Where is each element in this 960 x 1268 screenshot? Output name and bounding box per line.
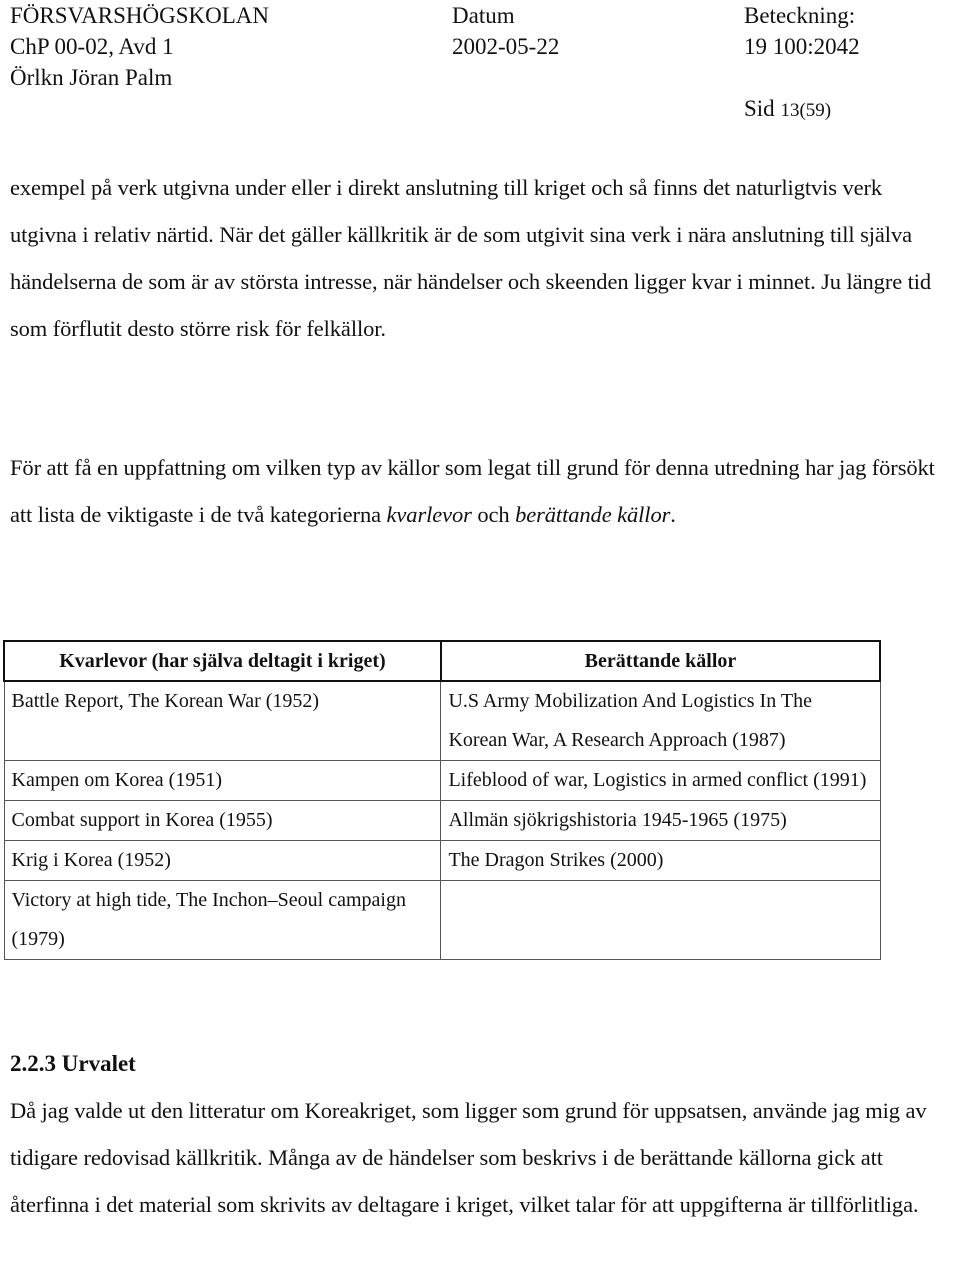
table-cell: Combat support in Korea (1955) [4, 801, 441, 841]
header-author: Örlkn Jöran Palm [10, 65, 173, 90]
table-cell: Victory at high tide, The Inchon–Seoul campaign (1979) [4, 881, 441, 960]
table-cell: Allmän sjökrigshistoria 1945-1965 (1975) [441, 801, 880, 841]
section-heading: 2.2.3 Urvalet [10, 1051, 136, 1076]
page-label: Sid [744, 96, 775, 121]
header-org: FÖRSVARSHÖGSKOLAN [10, 3, 270, 28]
sources-table [3, 640, 881, 960]
para2-text-start: För att få en uppfattning om vilken typ av källor som legat till grund för denna utredning har jag försökt att lista de viktigaste i de två kategorierna [10, 455, 935, 527]
para2-text-mid: och [471, 502, 516, 527]
term-berattande-kallor: berättande källor [515, 502, 671, 527]
table-cell [441, 881, 880, 960]
header-page [744, 95, 831, 125]
table-row [4, 801, 880, 841]
table-cell: Krig i Korea (1952) [4, 841, 441, 881]
table-cell: Kampen om Korea (1951) [4, 761, 441, 801]
header-course: ChP 00-02, Avd 1 [10, 34, 174, 59]
table-row [4, 761, 880, 801]
header-ref-label: Beteckning: [744, 3, 856, 28]
para2-text-end: . [670, 502, 676, 527]
header-ref-value: 19 100:2042 [744, 34, 860, 59]
table-cell: Lifeblood of war, Logistics in armed conflict (1991) [441, 761, 880, 801]
table-cell: The Dragon Strikes (2000) [441, 841, 880, 881]
header-date-label: Datum [452, 3, 515, 28]
header-berattande: Berättande källor [441, 641, 880, 681]
header-date-value: 2002-05-22 [452, 34, 560, 59]
paragraph-sources-timing: exempel på verk utgivna under eller i direkt anslutning till kriget och så finns det naturligtvis verk utgivna i relativ närtid. När det gäller källkritik är de som utgivit sina verk i nära anslutning till själva händelserna de som är av största intresse, när händelser och skeenden ligger kvar i minnet. Ju längre tid som förflutit desto större risk för felkällor. [10, 175, 932, 341]
table-cell: U.S Army Mobilization And Logistics In The Korean War, A Research Approach (1987) [441, 681, 880, 761]
term-kvarlevor: kvarlevor [386, 502, 472, 527]
page-value: 13(59) [780, 100, 832, 121]
table-row [4, 881, 880, 960]
paragraph-selection: Då jag valde ut den litteratur om Koreakriget, som ligger som grund för uppsatsen, använde jag mig av tidigare redovisad källkritik. Många av de händelser som beskrivs i de berättande källorna gick att återfinna i det material som skrivits av deltagare i kriget, vilket talar för att uppgifterna är tillförlitliga. [10, 1098, 927, 1217]
table-header-row [4, 641, 880, 681]
table-row [4, 681, 880, 761]
header-kvarlevor: Kvarlevor (har själva deltagit i kriget) [4, 641, 441, 681]
table-row [4, 841, 880, 881]
paragraph-source-categories [10, 444, 950, 538]
table-cell: Battle Report, The Korean War (1952) [4, 681, 441, 761]
